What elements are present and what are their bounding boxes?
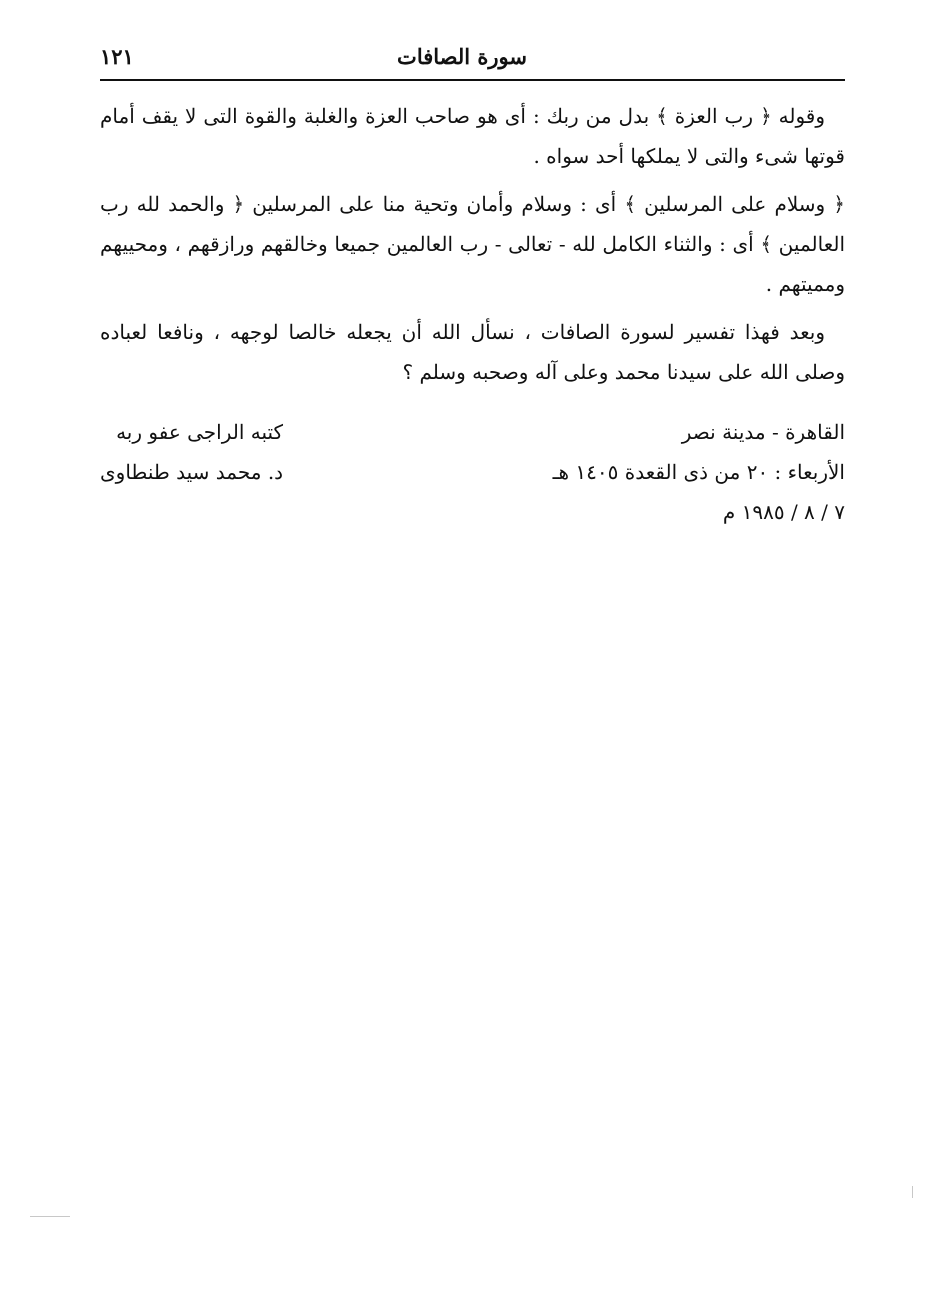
paragraph-3: وبعد فهذا تفسير لسورة الصافات ، نسأل الله أن يجعله خالصا لوجهه ، ونافعا لعباده وصلى الله على سيدنا محمد وعلى آله وصحبه وسلم ؟ [100, 320, 845, 384]
scan-speck [30, 1216, 70, 1217]
scan-speck [912, 1186, 913, 1198]
paragraph-1: وقوله ﴿ رب العزة ﴾ بدل من ربك : أى هو صاحب العزة والغلبة والقوة التى لا يقف أمام قوتها شىء والتى لا يملكها أحد سواه . [100, 104, 845, 168]
page-header [100, 42, 845, 76]
hijri-date-line: الأربعاء : ٢٠ من ذى القعدة ١٤٠٥ هـ [552, 460, 845, 484]
author-column [100, 412, 283, 492]
date-place-column [553, 412, 845, 532]
running-title: سورة الصافات [397, 44, 527, 69]
place-line: القاهرة - مدينة نصر [681, 420, 845, 444]
paragraph-2: ﴿ وسلام على المرسلين ﴾ أى : وسلام وأمان وتحية منا على المرسلين ﴿ والحمد لله رب العالمين ﴾ أى : والثناء الكامل لله - تعالى - رب العالمين جميعا وخالقهم ورازقهم ، ومحييهم ومميتهم . [100, 192, 845, 296]
written-by-line: كتبه الراجى عفو ربه [116, 420, 284, 444]
closing-block [100, 412, 845, 532]
author-name: د. محمد سيد طنطاوى [100, 460, 284, 484]
gregorian-date-line: ٧ / ٨ / ١٩٨٥ م [722, 500, 845, 524]
commentary-text [100, 96, 845, 400]
header-rule [100, 79, 845, 81]
page-number: ١٢١ [100, 44, 134, 69]
